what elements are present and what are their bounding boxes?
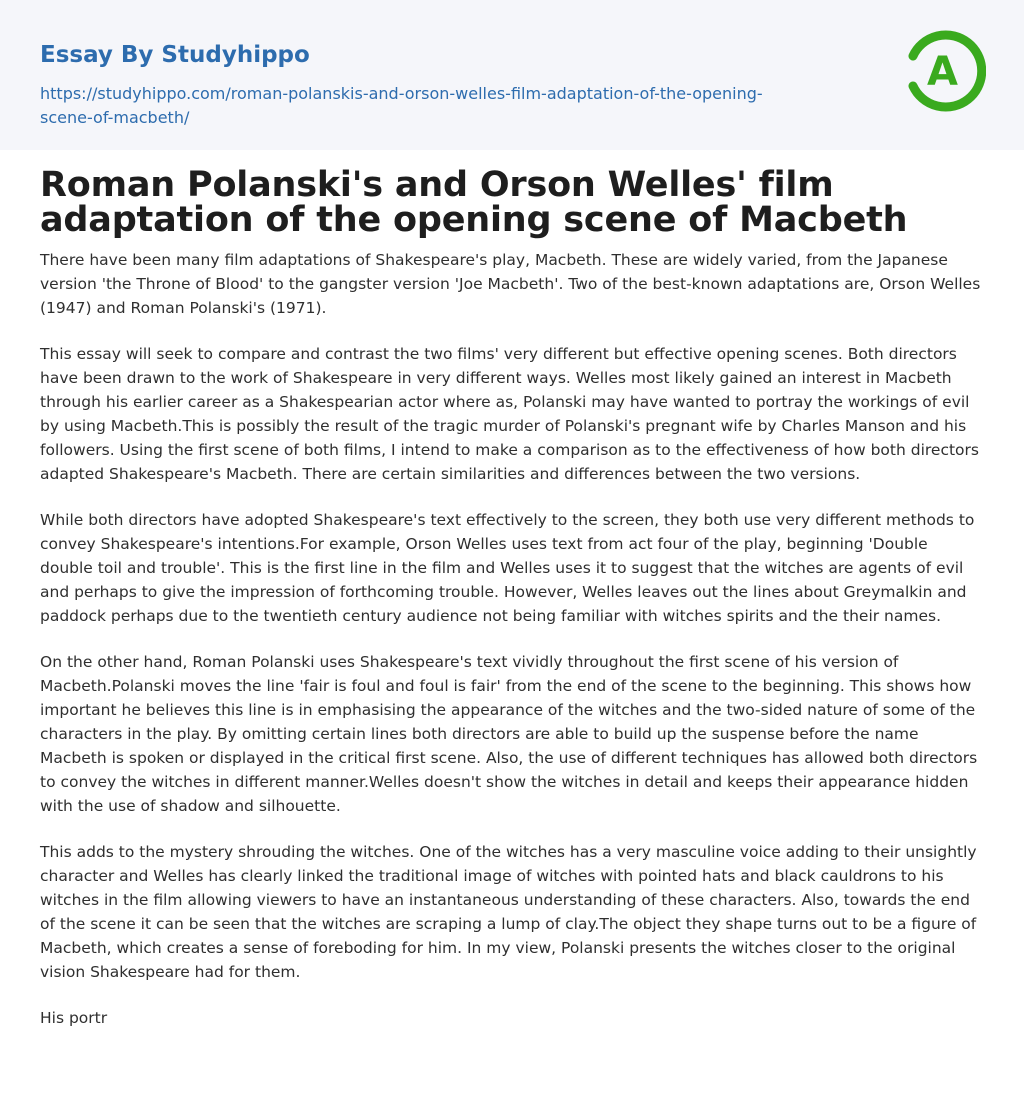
paragraph-2: This essay will seek to compare and contrast the two films' very different but effective opening scenes. Both directors have been drawn to the work of Shakespeare in very different ways. Welles most likely gained an interest in Macbeth through his earlier career as a Shakespearian actor where as, Polanski may have wanted to portray the workings of evil by using Macbeth.This is possibly the result of the tragic murder of Polanski's pregnant wife by Charles Manson and his followers. Using the first scene of both films, I intend to make a comparison as to the effectiveness of how both directors adapted Shakespeare's Macbeth. There are certain similarities and differences between the two versions. (40, 345, 979, 483)
article-body (0, 150, 1024, 1030)
paragraph-6-truncated: His portr (40, 1009, 108, 1027)
logo-letter: A (927, 49, 958, 95)
article-url-link[interactable]: https://studyhippo.com/roman-polanskis-and-orson-welles-film-adaptation-of-the-opening-scene-of-macbeth/ (40, 84, 763, 127)
paragraph-1: There have been many film adaptations of Shakespeare's play, Macbeth. These are widely varied, from the Japanese version 'the Throne of Blood' to the gangster version 'Joe Macbeth'. Two of the best-known adaptations are, Orson Welles (1947) and Roman Polanski's (1971). (40, 251, 981, 317)
studyhippo-logo-icon[interactable] (900, 28, 986, 114)
paragraph-4: On the other hand, Roman Polanski uses Shakespeare's text vividly throughout the first scene of his version of Macbeth.Polanski moves the line 'fair is foul and foul is fair' from the end of the scene to the beginning. This shows how important he believes this line is in emphasising the appearance of the witches and the two-sided nature of some of the characters in the play. By omitting certain lines both directors are able to build up the suspense before the name Macbeth is spoken or displayed in the critical first scene. Also, the use of different techniques has allowed both directors to convey the witches in different manner.Welles doesn't show the witches in detail and keeps their appearance hidden with the use of shadow and silhouette. (40, 653, 978, 815)
article-title: Roman Polanski's and Orson Welles' film adaptation of the opening scene of Macbeth (40, 165, 908, 240)
paragraph-5: This adds to the mystery shrouding the witches. One of the witches has a very masculine voice adding to their unsightly character and Welles has clearly linked the traditional image of witches with pointed hats and black cauldrons to his witches in the film allowing viewers to have an instantaneous understanding of these characters. Also, towards the end of the scene it can be seen that the witches are scraping a lump of clay.The object they shape turns out to be a figure of Macbeth, which creates a sense of foreboding for him. In my view, Polanski presents the witches closer to the original vision Shakespeare had for them. (40, 843, 977, 981)
brand-title[interactable]: Essay By Studyhippo (40, 42, 310, 68)
site-header (0, 0, 1024, 150)
paragraph-3: While both directors have adopted Shakespeare's text effectively to the screen, they both use very different methods to convey Shakespeare's intentions.For example, Orson Welles uses text from act four of the play, beginning 'Double double toil and trouble'. This is the first line in the film and Welles uses it to suggest that the witches are agents of evil and perhaps to give the impression of forthcoming trouble. However, Welles leaves out the lines about Greymalkin and paddock perhaps due to the twentieth century audience not being familiar with witches spirits and the their names. (40, 511, 975, 625)
